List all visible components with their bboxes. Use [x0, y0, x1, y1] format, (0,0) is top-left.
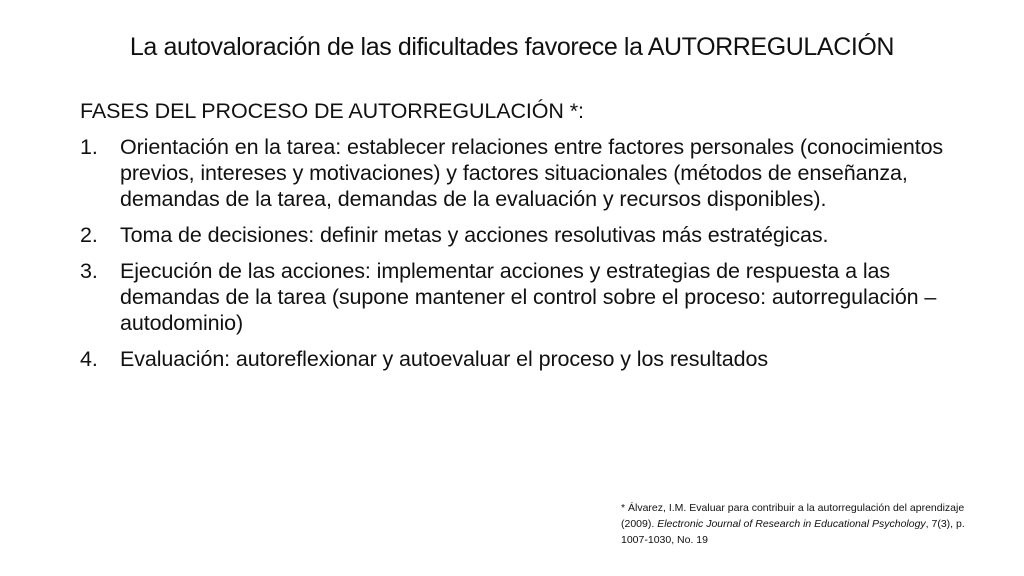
phase-text: Orientación en la tarea: establecer relaciones entre factores personales (conocimientos previos, intereses y motivaciones) y factores situacionales (métodos de enseñanza, demandas de la tarea, demandas de la evaluación y recursos disponibles). — [120, 135, 944, 211]
phase-item-1 — [80, 134, 960, 212]
slide-content — [80, 98, 960, 382]
phase-number: 2. — [80, 223, 98, 247]
phases-heading: FASES DEL PROCESO DE AUTORREGULACIÓN *: — [80, 99, 584, 123]
phase-text: Toma de decisiones: definir metas y acciones resolutivas más estratégicas. — [120, 223, 829, 247]
phase-item-3 — [80, 258, 960, 336]
phase-item-2 — [80, 222, 960, 248]
phase-number: 1. — [80, 135, 98, 159]
phase-number: 3. — [80, 259, 98, 283]
footnote-prefix: * Álvarez, I.M. Evaluar para contribuir a la autorregulación del aprendizaje (2009). — [621, 502, 965, 530]
slide-title: La autovaloración de las dificultades favorece la AUTORREGULACIÓN — [129, 33, 895, 61]
phase-text: Evaluación: autoreflexionar y autoevaluar el proceso y los resultados — [120, 347, 769, 371]
phase-text: Ejecución de las acciones: implementar acciones y estrategias de respuesta a las demandas de la tarea (supone mantener el control sobre el proceso: autorregulación – autodominio) — [120, 259, 937, 335]
phase-item-4 — [80, 346, 960, 372]
footnote-journal: Electronic Journal of Research in Educational Psychology — [657, 518, 926, 530]
phases-list — [80, 134, 960, 372]
phase-number: 4. — [80, 347, 98, 371]
citation-footnote — [621, 500, 971, 548]
footnote-suffix: , 7(3), p. 1007-1030, No. 19 — [621, 518, 965, 546]
